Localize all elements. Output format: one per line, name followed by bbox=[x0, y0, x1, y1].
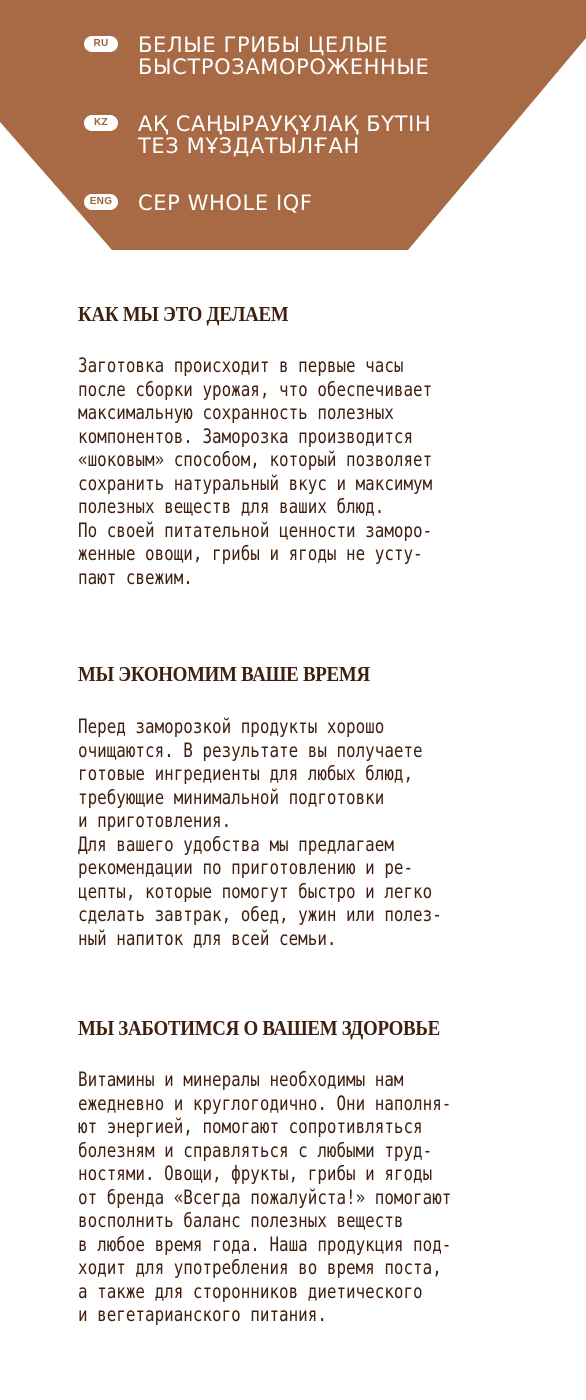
body-line: женные овощи, грибы и ягоды не усту- bbox=[78, 542, 423, 565]
body-line: готовые ингредиенты для любых блюд, bbox=[78, 762, 414, 785]
body-line: в любое время года. Наша продукция под- bbox=[78, 1232, 452, 1256]
section-title: КАК МЫ ЭТО ДЕЛАЕМ bbox=[78, 302, 289, 326]
lang-badge-eng: ENG bbox=[84, 194, 118, 210]
section-body bbox=[78, 715, 442, 950]
lang-badge-ru: RU bbox=[84, 36, 118, 52]
body-line: полезных веществ для ваших блюд. bbox=[78, 495, 385, 518]
body-line: ют энергией, помогают сопротивляться bbox=[78, 1115, 423, 1138]
body-line: «шоковым» способом, который позволяет bbox=[78, 448, 433, 471]
body-line: восполнить баланс полезных веществ bbox=[78, 1209, 404, 1232]
body-line: ный напиток для всей семьи. bbox=[78, 926, 337, 950]
header-band bbox=[0, 0, 586, 250]
body-line: ностями. Овощи, фрукты, грибы и ягоды bbox=[78, 1162, 433, 1185]
body-line: максимальную сохранность полезных bbox=[78, 401, 394, 424]
body-line: По своей питательной ценности заморо- bbox=[78, 518, 433, 542]
body-line: Витамины и минералы необходимы нам bbox=[78, 1068, 404, 1091]
product-name-ru-line-1: БЕЛЫЕ ГРИБЫ ЦЕЛЫЕ bbox=[138, 33, 389, 57]
body-line: очищаются. В результате вы получаете bbox=[78, 738, 423, 762]
product-name-ru-line-2: БЫСТРОЗАМОРОЖЕННЫЕ bbox=[138, 55, 430, 79]
body-line: и приготовления. bbox=[78, 809, 232, 832]
body-line: а также для сторонников диетического bbox=[78, 1279, 423, 1303]
body-line: требующие минимальной подготовки bbox=[78, 785, 385, 809]
body-line: Перед заморозкой продукты хорошо bbox=[78, 715, 385, 738]
section-body bbox=[78, 354, 432, 589]
section-title: МЫ ЗАБОТИМСЯ О ВАШЕМ ЗДОРОВЬЕ bbox=[78, 1016, 440, 1040]
product-name-kz-line-1: АҚ САҢЫРАУҚҰЛАҚ БҮТІН bbox=[138, 112, 432, 136]
section-title: МЫ ЭКОНОМИМ ВАШЕ ВРЕМЯ bbox=[78, 662, 370, 686]
lang-badge-kz: KZ bbox=[84, 115, 118, 131]
body-line: рекомендации по приготовлению и ре- bbox=[78, 856, 414, 879]
body-line: пают свежим. bbox=[78, 565, 193, 589]
body-line: после сборки урожая, что обеспечивает bbox=[78, 377, 433, 401]
body-line: сохранить натуральный вкус и максимум bbox=[78, 471, 433, 495]
body-line: сделать завтрак, обед, ужин или полез- bbox=[78, 903, 442, 926]
product-name-kz-line-2: ТЕЗ МҰЗДАТЫЛҒАН bbox=[138, 134, 360, 158]
body-line: от бренда «Всегда пожалуйста!» помогают bbox=[78, 1185, 452, 1209]
body-line: ежедневно и круглогодично. Они наполня- bbox=[78, 1091, 452, 1115]
body-line: и вегетарианского питания. bbox=[78, 1303, 327, 1326]
product-name-eng: CEP WHOLE IQF bbox=[138, 191, 313, 215]
body-line: болезням и справляться с любыми труд- bbox=[78, 1138, 433, 1162]
section-body bbox=[78, 1068, 451, 1327]
body-line: цепты, которые помогут быстро и легко bbox=[78, 879, 433, 903]
body-line: Для вашего удобства мы предлагаем bbox=[78, 832, 394, 856]
body-line: Заготовка происходит в первые часы bbox=[78, 354, 404, 377]
body-line: компонентов. Заморозка производится bbox=[78, 424, 414, 448]
body-line: ходит для употребления во время поста, bbox=[78, 1256, 442, 1279]
